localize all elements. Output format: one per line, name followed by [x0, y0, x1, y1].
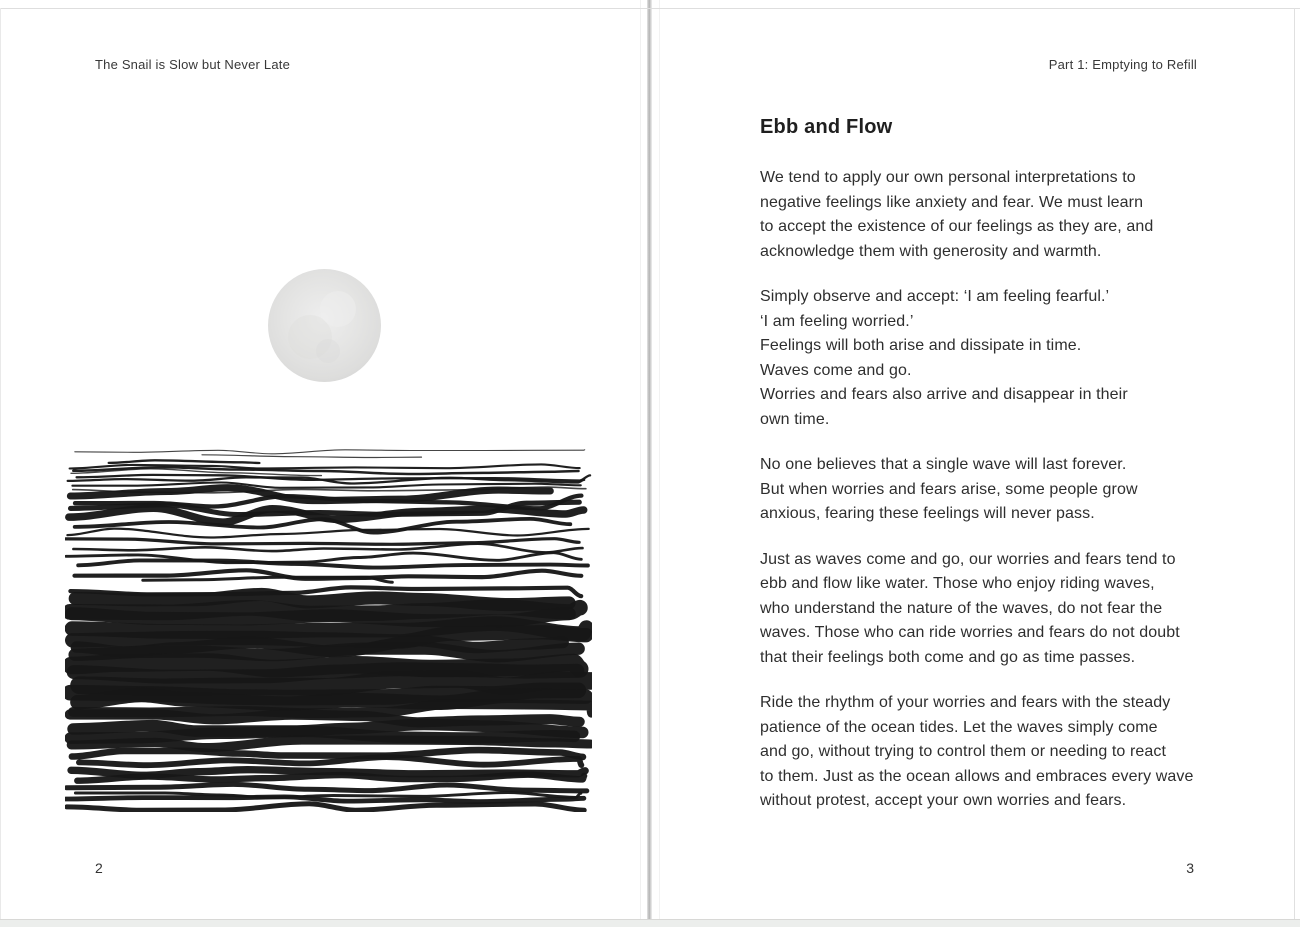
frame-edge-bottom: [0, 919, 1300, 927]
moon-illustration: [266, 267, 383, 384]
paragraph-4: Just as waves come and go, our worries and fears tend to ebb and flow like water. Those who enjoy riding waves, who understand the nature of the waves, do not fear the waves. Those who can ride worries and fears do not doubt that their feelings both come and go as time passes.: [760, 550, 1180, 666]
running-header-right: Part 1: Emptying to Refill: [1048, 57, 1197, 72]
page-number-left: 2: [95, 860, 103, 876]
running-header-left: The Snail is Slow but Never Late: [95, 57, 290, 72]
frame-edge-top: [0, 8, 1300, 9]
paragraph-5: Ride the rhythm of your worries and fears with the steady patience of the ocean tides. Let the waves simply come and go, without trying to control them or needing to react to them. Just as the ocean allows and embraces every wave without protest, accept your own worries and fears.: [760, 694, 1194, 809]
right-page: [652, 0, 1293, 920]
paragraph-3: No one believes that a single wave will last forever. But when worries and fears arise, some people grow anxious, fearing these feelings will never pass.: [760, 456, 1138, 522]
ocean-waves-illustration: [65, 448, 592, 812]
chapter-title: Ebb and Flow: [760, 116, 893, 138]
gutter-shadow-left: [640, 0, 641, 920]
chapter-content: [760, 116, 1240, 835]
paragraph-2: Simply observe and accept: ‘I am feeling fearful.’ ‘I am feeling worried.’ Feelings will both arise and dissipate in time. Waves come and go. Worries and fears also arrive and disappear in their own time.: [760, 288, 1128, 428]
paragraph-1: We tend to apply our own personal interpretations to negative feelings like anxiety and fear. We must learn to accept the existence of our feelings as they are, and acknowledge them with generosity and warmth.: [760, 169, 1154, 260]
page-number-right: 3: [1186, 860, 1194, 876]
left-page: [0, 0, 648, 920]
frame-edge-left: [0, 8, 1, 919]
frame-edge-right: [1294, 8, 1295, 919]
